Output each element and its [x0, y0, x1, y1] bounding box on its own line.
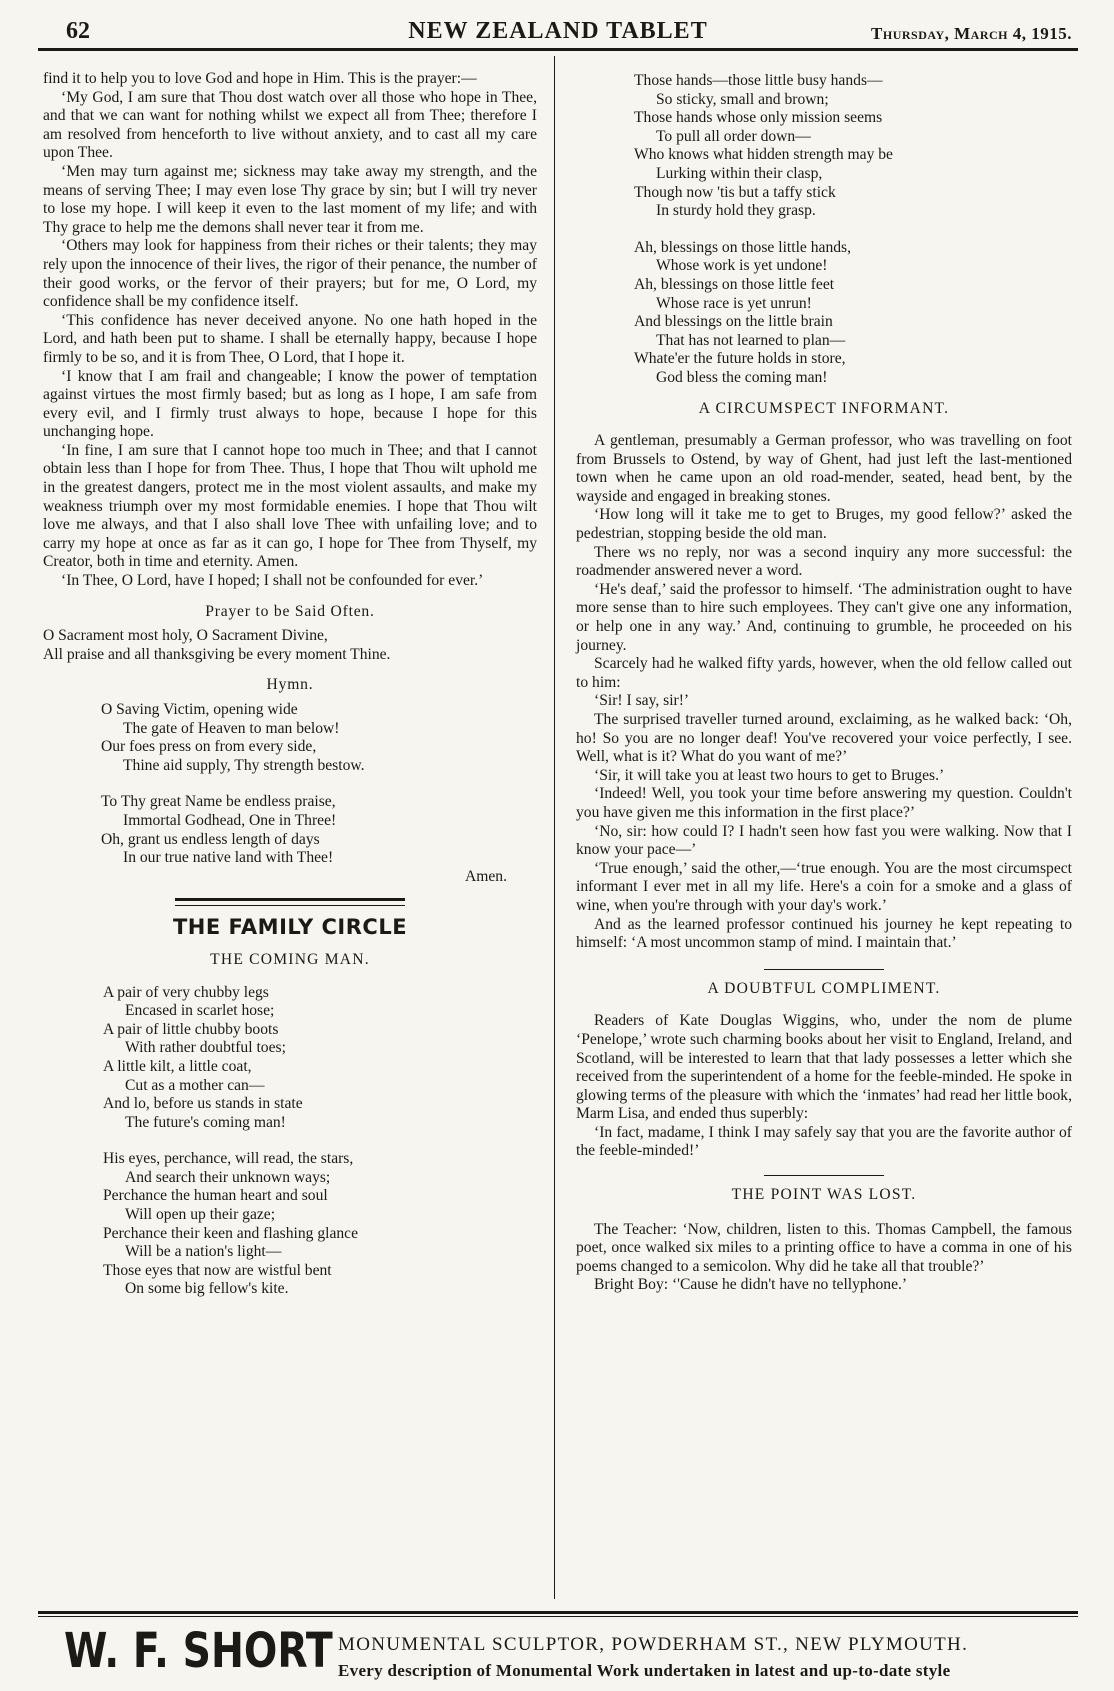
prayer-heading: Prayer to be Said Often. [205, 602, 375, 620]
paragraph: Bright Boy: ‘'Cause he didn't have no tellyphone.’ [594, 1276, 908, 1294]
hymn-verse [43, 701, 537, 868]
verse-line: The future's coming man! [125, 1113, 286, 1131]
section-rule [175, 898, 405, 906]
verse-line: O Saving Victim, opening wide [101, 701, 298, 718]
left-column [43, 70, 537, 1299]
prayer-line: All praise and all thanksgiving be every moment Thine. [43, 645, 391, 663]
footer-rule-thin [38, 1616, 1078, 1617]
verse-line: Though now 'tis but a taffy stick [634, 183, 836, 201]
column-divider [554, 56, 555, 1599]
paragraph: ‘In fine, I am sure that I cannot hope too much in Thee; and that I cannot obtain less than I hope for from Thee. Thus, I hope that Thou wilt uphold me in the greatest dangers, protect me in the most violent assaults, and make my weakness triumph over my most formidable enemies. I hope that Thou wilt love me always, and that I also shall love Thee with unfailing love; and to carry my hope at once as far as it can go, I hope for Thee from Thyself, my Creator, both in time and eternity. Amen. [43, 441, 537, 571]
hymn-heading: Hymn. [266, 676, 314, 694]
paragraph: ‘True enough,’ said the other,—‘true enough. You are the most circumspect informant I ever met in all my life. Here's a coin for a smoke and a glass of wine, when you're through with your day's work.’ [576, 859, 1072, 914]
verse-line: Ah, blessings on those little hands, [634, 238, 852, 256]
verse-line: Those hands whose only mission seems [634, 109, 883, 127]
footer-rule [38, 1611, 1078, 1614]
paragraph: ‘I know that I am frail and changeable; I know the power of temptation against virtues the most firmly based; but as long as I hope, I am safe from every evil, and I firmly trust always to hope, because I hope for this unchanging hope. [43, 367, 537, 441]
paragraph: ‘He's deaf,’ said the professor to himself. ‘The administration ought to have more sense than to hire such employees. They can't give one any information, or help one in any way.’ And, continuing to grumble, he proceeded on his journey. [576, 580, 1072, 654]
verse-line: Perchance their keen and flashing glance [103, 1224, 359, 1242]
paragraph: The surprised traveller turned around, exclaiming, as he walked back: ‘Oh, ho! So you are no longer deaf! You've recovered your voice perfectly, I see. Well, what is it? What do you want of me?’ [576, 711, 1072, 766]
verse-line: Immortal Godhead, One in Three! [123, 811, 337, 829]
verse-line: In sturdy hold they grasp. [656, 202, 816, 220]
paragraph: ‘My God, I am sure that Thou dost watch over all those who hope in Thee, and that we can want for nothing whilst we expect all from Thee; therefore I am resolved from henceforth to live without anxiety, and to cast all my care upon Thee. [43, 88, 537, 162]
poem-coming-man [43, 984, 537, 1300]
verse-line: God bless the coming man! [656, 368, 828, 386]
page-header [38, 14, 1078, 48]
paragraph: ‘Others may look for happiness from their riches or their talents; they may rely upon the innocence of their lives, the rigor of their penance, the number of their good works, or the fervor of their prayers; but for me, O Lord, my confidence shall be my confidence itself. [43, 237, 537, 311]
page-number: 62 [66, 18, 90, 44]
header-rule [38, 48, 1078, 51]
poem-title: THE COMING MAN. [210, 950, 370, 968]
paragraph: A gentleman, presumably a German professor, who was travelling on foot from Brussels to Ostend, by way of Ghent, had just left the last-mentioned town when he came upon an old road-mender, seated, head bent, by the wayside and engaged in breaking stones. [576, 432, 1072, 505]
verse-line: And search their unknown ways; [125, 1168, 331, 1186]
verse-line: That has not learned to plan— [656, 331, 846, 349]
advert-name: W. F. SHORT [64, 1623, 333, 1679]
verse-line: Those eyes that now are wistful bent [103, 1261, 332, 1279]
verse-line: Will open up their gaze; [125, 1206, 276, 1224]
paragraph: ‘No, sir: how could I? I hadn't seen how fast you were walking. Now that I know your pace—’ [576, 822, 1072, 859]
verse-line: Who knows what hidden strength may be [634, 146, 893, 164]
paragraph: ‘Men may turn against me; sickness may take away my strength, and the means of serving Thee; I may even lose Thy grace by sin; but I will try never to lose my hope. I will keep it even to the last moment of my life; and with Thy grace to help me the demons shall never tear it from me. [43, 162, 537, 236]
verse-line: Oh, grant us endless length of days [101, 830, 320, 848]
verse-line: The gate of Heaven to man below! [123, 719, 340, 737]
poem-coming-man-continued [576, 72, 1072, 388]
verse-line: Encased in scarlet hose; [125, 1002, 275, 1020]
paragraph: ‘How long will it take me to get to Bruges, my good fellow?’ asked the pedestrian, stopping beside the old man. [576, 506, 1072, 543]
paragraph: ‘In Thee, O Lord, have I hoped; I shall not be confounded for ever.’ [61, 572, 484, 590]
verse-line: And lo, before us stands in state [103, 1095, 303, 1113]
paragraph: find it to help you to love God and hope in Him. This is the prayer:— [43, 70, 477, 87]
paragraph: ‘Indeed! Well, you took your time before answering my question. Couldn't you have given me this information in the first place?’ [576, 785, 1072, 821]
issue-date: Thursday, March 4, 1915. [871, 24, 1072, 43]
paragraph: ‘In fact, madame, I think I may safely say that you are the favorite author of the feeble-minded!’ [576, 1123, 1072, 1160]
verse-line: On some big fellow's kite. [125, 1280, 289, 1298]
story-title: THE POINT WAS LOST. [731, 1186, 917, 1204]
story-title: A DOUBTFUL COMPLIMENT. [707, 979, 941, 997]
verse-line: Whose race is yet unrun! [656, 294, 812, 312]
paragraph: The Teacher: ‘Now, children, listen to this. Thomas Campbell, the famous poet, once walked six miles to a printing office to have a comma in one of his poems changed to a semicolon. Why did he take all that trouble?’ [576, 1220, 1072, 1275]
paragraph: ‘This confidence has never deceived anyone. No one hath hoped in the Lord, and hath been put to shame. I shall be eternally happy, because I hope firmly to be so, and it is from Thee, O Lord, that I hope it. [43, 311, 537, 366]
verse-line: Our foes press on from every side, [101, 738, 317, 756]
advert-line-1: MONUMENTAL SCULPTOR, POWDERHAM ST., NEW PLYMOUTH. [338, 1634, 969, 1655]
verse-line: To pull all order down— [656, 127, 811, 145]
advert-line-2: Every description of Monumental Work undertaken in latest and up-to-date style [338, 1661, 951, 1680]
verse-line: So sticky, small and brown; [656, 90, 829, 108]
paragraph: Readers of Kate Douglas Wiggins, who, under the nom de plume ‘Penelope,’ wrote such charming books about her visit to England, Ireland, and Scotland, will be interested to learn that that lady possesses a letter which she received from the superintendent of a home for the feeble-minded. He spoke in glowing terms of the pleasure with which the ‘inmates’ had read her little book, Marm Lisa, and ended thus superbly: [576, 1012, 1072, 1123]
section-title: THE FAMILY CIRCLE [172, 915, 408, 940]
hymn-amen: Amen. [464, 867, 507, 885]
verse-line: Whose work is yet undone! [656, 257, 828, 275]
verse-line: Lurking within their clasp, [656, 164, 823, 182]
verse-line: In our true native land with Thee! [123, 849, 334, 867]
paragraph: Scarcely had he walked fifty yards, however, when the old fellow called out to him: [576, 655, 1072, 691]
paragraph: ‘Sir! I say, sir!’ [594, 692, 690, 710]
story-title: A CIRCUMSPECT INFORMANT. [698, 399, 950, 417]
verse-line: Will be a nation's light— [125, 1243, 282, 1261]
paragraph: And as the learned professor continued his journey he kept repeating to himself: ‘A most uncommon stamp of mind. I maintain that.’ [576, 915, 1072, 952]
verse-line: And blessings on the little brain [634, 313, 833, 331]
verse-line: A pair of very chubby legs [103, 983, 269, 1001]
verse-line: Those hands—those little busy hands— [634, 72, 883, 89]
verse-line: Perchance the human heart and soul [103, 1187, 328, 1205]
paragraph: There ws no reply, nor was a second inquiry any more successful: the roadmender answered never a word. [576, 543, 1072, 580]
verse-line: Ah, blessings on those little feet [634, 275, 835, 293]
verse-line: Thine aid supply, Thy strength bestow. [123, 756, 365, 774]
verse-line: A pair of little chubby boots [103, 1020, 279, 1038]
verse-line: A little kilt, a little coat, [103, 1057, 252, 1075]
right-column [576, 72, 1072, 1295]
paragraph: ‘Sir, it will take you at least two hours to get to Bruges.’ [594, 766, 945, 784]
verse-line: To Thy great Name be endless praise, [101, 793, 336, 811]
masthead-title: NEW ZEALAND TABLET [408, 18, 708, 44]
verse-line: Cut as a mother can— [125, 1076, 265, 1094]
verse-line: Whate'er the future holds in store, [634, 350, 846, 368]
verse-line: With rather doubtful toes; [125, 1039, 286, 1057]
prayer-line: O Sacrament most holy, O Sacrament Divine, [43, 627, 328, 645]
verse-line: His eyes, perchance, will read, the stars, [103, 1150, 354, 1168]
